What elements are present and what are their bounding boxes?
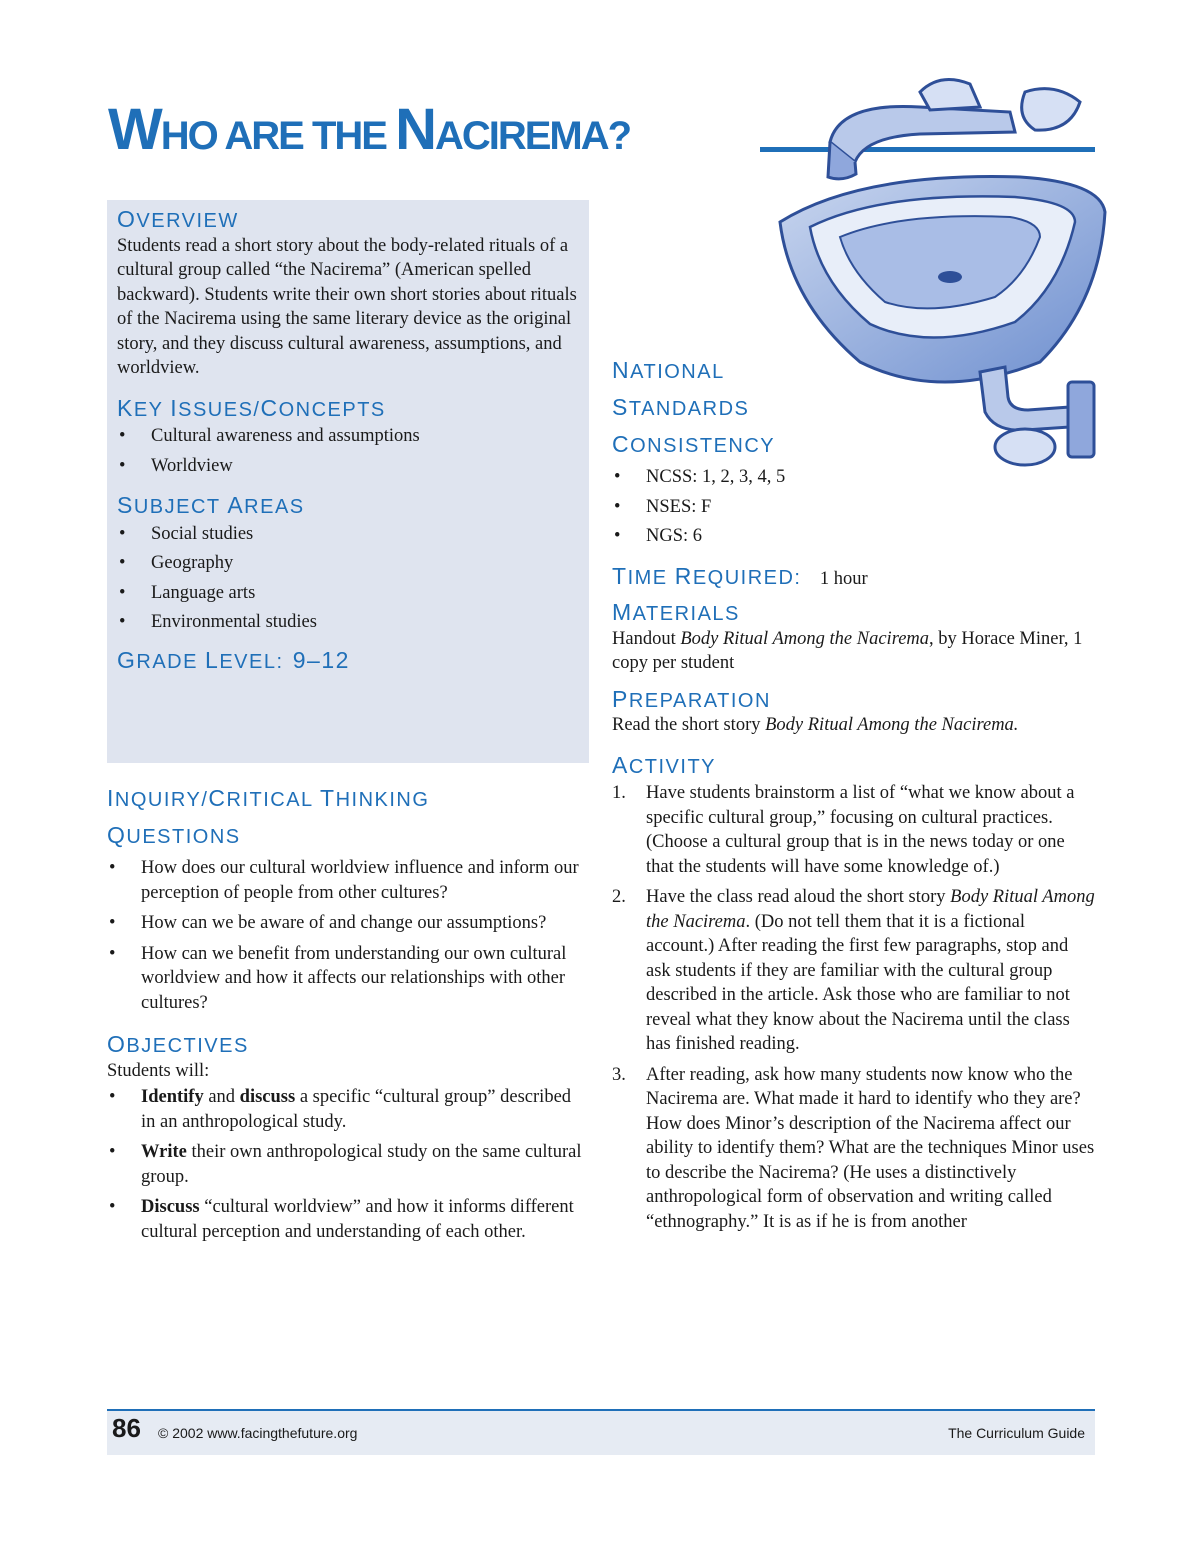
page-number: 86 — [112, 1413, 141, 1443]
list-item: • NGS: 6 — [612, 524, 1096, 549]
objectives-list — [107, 1085, 585, 1244]
copyright-text: © 2002 www.facingthefuture.org — [158, 1425, 358, 1441]
subject-areas-heading: SUBJECT AREAS — [117, 492, 305, 518]
guide-title: The Curriculum Guide — [948, 1425, 1085, 1441]
list-item: • How can we be aware of and change our assumptions? — [107, 911, 585, 936]
overview-heading: OVERVIEW — [117, 206, 239, 232]
grade-level-heading: GRADE LEVEL: 9–12 — [117, 646, 350, 673]
left-column-top — [117, 206, 579, 674]
list-item: • Social studies — [117, 522, 579, 547]
list-item: • NSES: F — [612, 495, 1096, 520]
time-required-value: 1 hour — [819, 568, 868, 589]
standards-heading: NATIONAL STANDARDS CONSISTENCY — [612, 357, 776, 457]
list-item: • Write their own anthropological study on the same cultural group. — [107, 1140, 585, 1189]
list-item: • How does our cultural worldview influence and inform our perception of people from other cultures? — [107, 856, 585, 905]
preparation-heading: PREPARATION — [612, 685, 771, 712]
list-item: • Environmental studies — [117, 610, 579, 635]
activity-heading: ACTIVITY — [612, 751, 717, 778]
inquiry-heading: INQUIRY/CRITICAL THINKING QUESTIONS — [107, 785, 430, 848]
overview-text: Students read a short story about the body-related rituals of a cultural group called “the Nacirema” (American spelled backward). Students write their own short stories about rituals of the Nacirema using the same literary device as the original story, and they discuss cultural awareness, assumptions, and worldview. — [117, 235, 577, 378]
standards-list — [612, 465, 1096, 549]
list-item: • How can we benefit from understanding our own cultural worldview and how it affects our relationships with other cultures? — [107, 942, 585, 1016]
inquiry-list — [107, 856, 585, 1015]
list-item: • Geography — [117, 551, 579, 576]
list-item: • Discuss “cultural worldview” and how it informs different cultural perception and understanding of each other. — [107, 1195, 585, 1244]
page-title: WHO ARE THE NACIREMA? — [108, 97, 631, 162]
left-column-bottom — [107, 780, 585, 1250]
materials-heading: MATERIALS — [612, 599, 740, 625]
objectives-heading: OBJECTIVES — [107, 1031, 249, 1057]
grade-level-value: 9–12 — [292, 646, 350, 673]
time-required-heading: TIME REQUIRED: 1 hour — [612, 562, 868, 589]
preparation-text: Read the short story Body Ritual Among the Nacirema. — [612, 715, 1019, 735]
activity-list — [612, 781, 1096, 1234]
list-item: • NCSS: 1, 2, 3, 4, 5 — [612, 465, 1096, 490]
materials-text: Handout Body Ritual Among the Nacirema, by Horace Miner, 1 copy per student — [612, 628, 1083, 673]
objectives-intro: Students will: — [107, 1060, 210, 1081]
list-item: 1. Have students brainstorm a list of “what we know about a specific cultural group,” focusing on cultural practices. (Choose a cultural group that is in the news today or one that the students will have some knowledge of.) — [612, 783, 1075, 877]
list-item: 3. After reading, ask how many students now know who the Nacirema are. What made it hard to identify who they are? How does Minor’s description of the Nacirema affect our ability to identify them? What are the techniques Minor uses to describe the Nacirema? (He uses a distinctively anthropological form of observation and writing called “ethnography.” It is as if he is from another — [612, 1064, 1095, 1232]
right-column — [612, 352, 1096, 1240]
list-item: 2. Have the class read aloud the short story Body Ritual Among the Nacirema. (Do not tell them that it is a fictional account.) After reading the first few paragraphs, stop and ask students if they are familiar with the cultural group described in the article. Ask those who are familiar to not reveal what they know about the Nacirema until the class has finished reading. — [612, 887, 1095, 1054]
list-item: • Cultural awareness and assumptions — [117, 424, 579, 449]
key-issues-heading: KEY ISSUES/CONCEPTS — [117, 394, 386, 421]
subject-areas-list — [117, 522, 579, 635]
list-item: • Language arts — [117, 581, 579, 606]
key-issues-list — [117, 424, 579, 478]
list-item: • Worldview — [117, 454, 579, 479]
list-item: • Identify and discuss a specific “cultural group” described in an anthropological study. — [107, 1085, 585, 1134]
